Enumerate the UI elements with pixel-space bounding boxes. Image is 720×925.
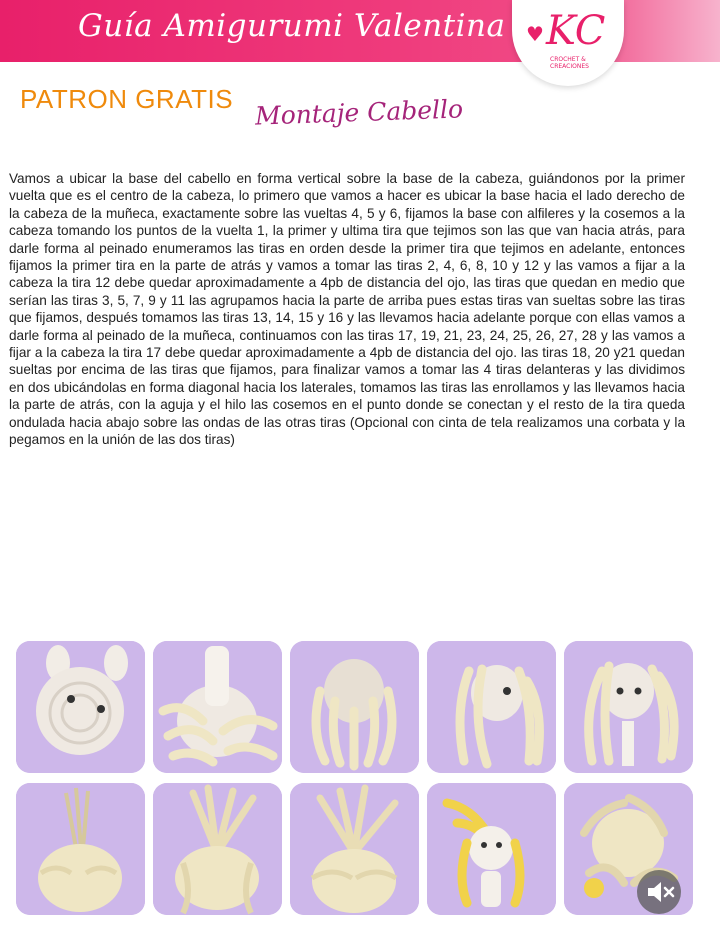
logo-monogram: KC — [546, 8, 606, 54]
doll-head-front-icon — [16, 641, 145, 773]
gallery-photo — [153, 783, 282, 915]
hair-strands-raised-icon — [290, 783, 419, 915]
brand-logo — [512, 0, 624, 86]
speaker-muted-icon — [637, 870, 681, 914]
gallery-photo — [290, 783, 419, 915]
photo-gallery — [16, 641, 696, 921]
hair-strands-up-icon — [16, 783, 145, 915]
gallery-photo — [427, 641, 556, 773]
gallery-photo — [16, 783, 145, 915]
gallery-photo — [290, 641, 419, 773]
instructions-paragraph: Vamos a ubicar la base del cabello en forma vertical sobre la base de la cabeza, guiándonos por la primer vuelta que es el centro de la cabeza, lo primero que vamos a hacer es ubicar la base hacia el lado derecho de la cabeza de la muñeca, exactamente sobre las vueltas 4, 5 y 6, fijamos la base con alfileres y la cosemos a la cabeza tomando los puntos de la vuelta 1, la primer y ultima tira que tejimos son las que van hacia atrás, para darle forma al peinado enumeramos las tiras en orden desde la primer tira que tejimos en adelante, entonces fijamos la primer tira en la parte de atrás y vamos a tomar las tiras 2, 4, 6, 8, 10 y 12 y las vamos a fijar a la cabeza la tira 12 debe quedar aproximadamente a 4pb de distancia del ojo, las tiras que quedan en medio que serían las tiras 3, 5, 7, 9 y 11 las agrupamos hacia la parte de arriba pues estas tiras van sueltas sobre las tiras que fijamos, después tomamos las tiras 13, 14, 15 y 16 y las llevamos hacia adelante porque con ellas vamos a darle forma al peinado de la muñeca, continuamos con las tiras 17, 19, 21, 23, 24, 25, 26, 27, 28 y las vamos a fijar a la cabeza la tira 17 debe quedar aproximadamente a 4pb de distancia del ojo. las tiras 18, 20 y21 quedan sueltas por encima de las tiras que fijamos, para finalizar vamos a tomar las 4 tiras delanteras y las dividimos en dos ubicándolas en forma diagonal hacia los laterales, tomamos las tiras las enrollamos y las llevamos hacia la parte de atrás, con la aguja y el hilo las cosemos en el punto donde se conectan y el resto de la tira queda ondulada hacia abajo sobre las ondas de las otras tiras (Opcional con cinta de tela realizamos una corbata y la pegamos en la unión de las dos tiras) — [9, 171, 685, 448]
heart-icon: ♥ — [526, 22, 544, 46]
mute-button[interactable] — [637, 870, 681, 914]
logo-subtext: CROCHET & CREACIONES — [550, 56, 589, 70]
hair-strands-lifted-icon — [153, 783, 282, 915]
gallery-photo — [564, 641, 693, 773]
yellow-hair-doll-icon — [427, 783, 556, 915]
gallery-photo — [427, 783, 556, 915]
free-pattern-heading: PATRON GRATIS — [20, 84, 234, 114]
header-title: Guía Amigurumi Valentina — [78, 8, 506, 44]
doll-hair-front-icon — [564, 641, 693, 773]
hair-strands-spread-icon — [153, 641, 282, 773]
section-title: Montaje Cabello — [254, 94, 464, 131]
hair-back-view-icon — [290, 641, 419, 773]
gallery-photo — [16, 641, 145, 773]
doll-hair-side-icon — [427, 641, 556, 773]
gallery-photo — [153, 641, 282, 773]
